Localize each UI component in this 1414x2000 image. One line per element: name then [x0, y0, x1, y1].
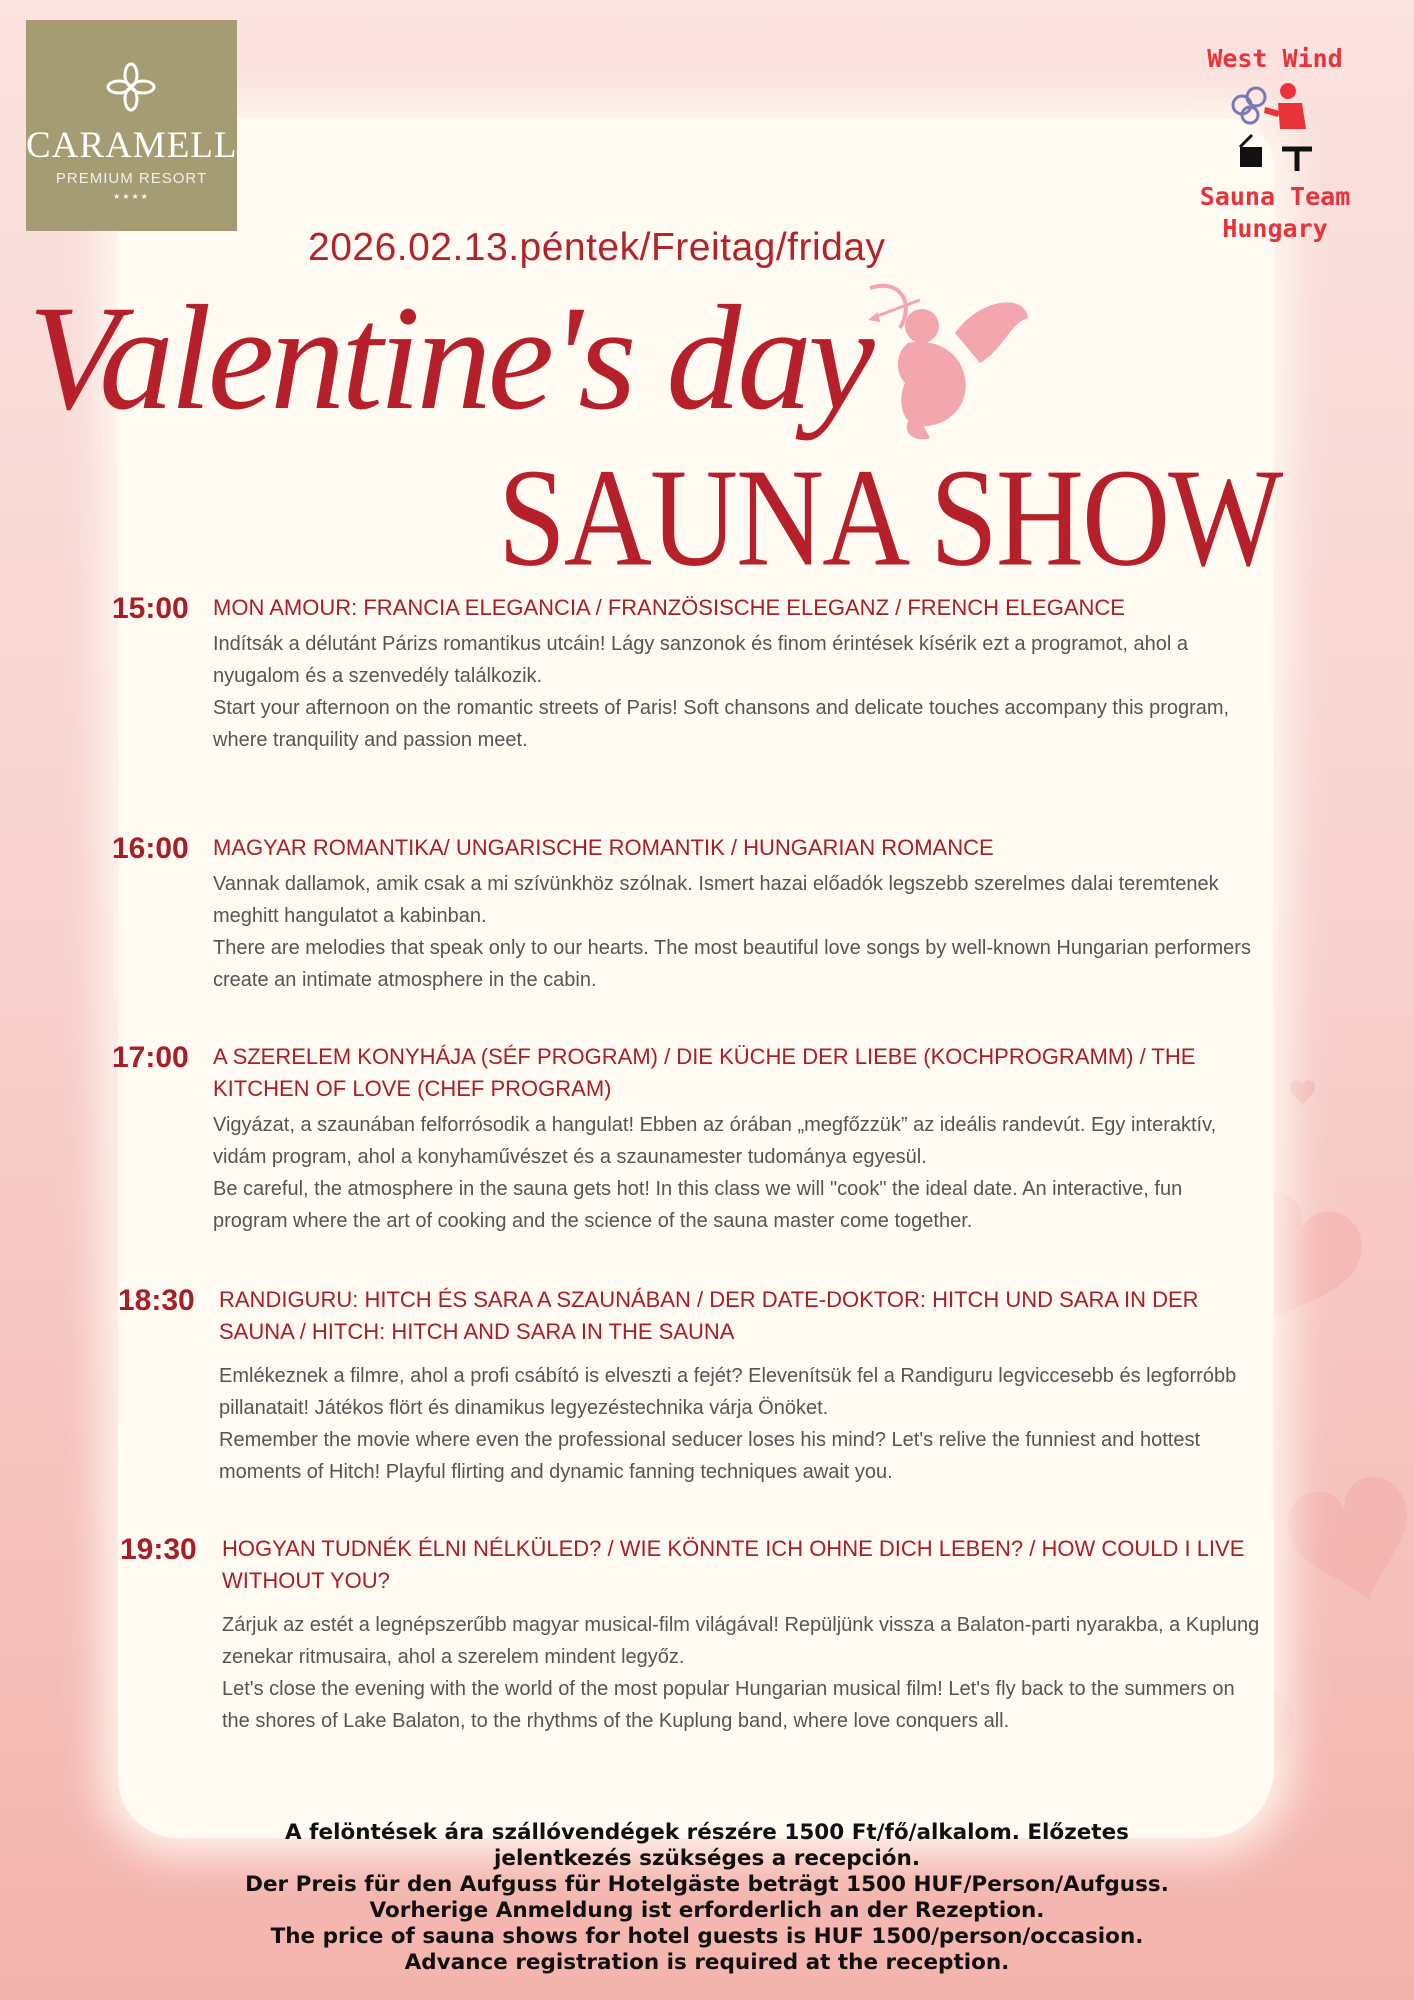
event-desc-en: Be careful, the atmosphere in the sauna gets hot! In this class we will "cook" the ideal date. An interactive, fun program where the art of cooking and the science of the sauna master come together. — [213, 1178, 1183, 1232]
west-wind-label: West Wind — [1207, 44, 1343, 73]
west-wind-logo — [1160, 44, 1390, 245]
event-time: 17:00 — [112, 1041, 189, 1074]
event-desc-hu: Indítsák a délutánt Párizs romantikus utcáin! Lágy sanzonok és finom érintések kísérik ezt a programot, ahol a nyugalom és a szenvedély találkozik. — [213, 633, 1188, 687]
logo-name: CARAMELL — [26, 125, 238, 166]
event-time: 16:00 — [112, 832, 189, 865]
price-en-line1: The price of sauna shows for hotel guests is HUF 1500/person/occasion. — [270, 1924, 1144, 1949]
event-title: MAGYAR ROMANTIKA/ UNGARISCHE ROMANTIK / HUNGARIAN ROMANCE — [213, 835, 994, 860]
event-desc-hu: Emlékeznek a filmre, ahol a profi csábító is elveszti a fejét? Elevenítsük fel a Randiguru legviccesebb és legforróbb pillanatait! Játékos flört és dinamikus legyezéstechnika várja Önöket. — [219, 1365, 1237, 1419]
event-title: A SZERELEM KONYHÁJA (SÉF PROGRAM) / DIE KÜCHE DER LIEBE (KOCHPROGRAMM) / THE KITCHEN OF LOVE (CHEF PROGRAM) — [213, 1044, 1196, 1101]
event-title: MON AMOUR: FRANCIA ELEGANCIA / FRANZÖSISCHE ELEGANZ / FRENCH ELEGANCE — [213, 595, 1125, 620]
price-hu-line2: jelentkezés szükséges a recepción. — [494, 1846, 920, 1871]
event-desc-hu: Vannak dallamok, amik csak a mi szívünkhöz szólnak. Ismert hazai előadók legszebb szerelmes dalai teremtenek meghitt hangulatot a kabinban. — [213, 873, 1219, 927]
event-desc-hu: Zárjuk az estét a legnépszerűbb magyar musical-film világával! Repüljünk vissza a Balaton-parti nyarakba, a Kuplung zenekar ritmusaira, ahol a szerelem mindent legyőz. — [222, 1614, 1260, 1668]
event-desc-en: Remember the movie where even the professional seducer loses his mind? Let's relive the funniest and hottest moments of Hitch! Playful flirting and dynamic fanning techniques await you. — [219, 1429, 1201, 1483]
event-title: RANDIGURU: HITCH ÉS SARA A SZAUNÁBAN / DER DATE-DOKTOR: HITCH UND SARA IN DER SAUNA / HITCH: HITCH AND SARA IN THE SAUNA — [219, 1287, 1199, 1344]
price-en-line2: Advance registration is required at the reception. — [404, 1950, 1010, 1975]
event-time: 15:00 — [112, 592, 189, 625]
partner-line1: Sauna Team — [1199, 182, 1351, 211]
event-date: 2026.02.13.péntek/Freitag/friday — [308, 226, 886, 269]
event-desc-en: Let's close the evening with the world of the most popular Hungarian musical film! Let's fly back to the summers on the shores of Lake Balaton, to the rhythms of the Kuplung band, where love conquers all. — [222, 1678, 1235, 1732]
price-de-line1: Der Preis für den Aufguss für Hotelgäste beträgt 1500 HUF/Person/Aufguss. — [245, 1872, 1169, 1897]
event-desc-en: Start your afternoon on the romantic streets of Paris! Soft chansons and delicate touches accompany this program, where tranquility and passion meet. — [213, 697, 1230, 751]
caramell-logo — [26, 20, 237, 231]
sauna-master-icon — [1220, 77, 1330, 177]
title-main: SAUNA SHOW — [498, 440, 1282, 596]
price-note — [100, 1820, 1314, 1976]
partner-line2: Hungary — [1222, 214, 1328, 243]
logo-stars: ★★★★ — [113, 192, 150, 201]
event-title: HOGYAN TUDNÉK ÉLNI NÉLKÜLED? / WIE KÖNNTE ICH OHNE DICH LEBEN? / HOW COULD I LIVE WITHOUT YOU? — [222, 1536, 1245, 1593]
logo-subtitle: PREMIUM RESORT — [55, 170, 208, 187]
price-hu-line1: A felöntések ára szállóvendégek részére 1500 Ft/fő/alkalom. Előzetes — [285, 1820, 1129, 1845]
cupid-icon — [860, 278, 1030, 448]
price-de-line2: Vorherige Anmeldung ist erforderlich an der Rezeption. — [369, 1898, 1045, 1923]
event-time: 19:30 — [120, 1533, 197, 1566]
event-desc-hu: Vigyázat, a szaunában felforrósodik a hangulat! Ebben az órában „megfőzzük” az ideális randevút. Egy interaktív, vidám program, ahol a konyhaművészet és a szaunamester tudománya egyesül. — [213, 1114, 1217, 1168]
title-script: Valentine's day — [28, 275, 871, 441]
event-time: 18:30 — [118, 1284, 195, 1317]
event-desc-en: There are melodies that speak only to our hearts. The most beautiful love songs by well-known Hungarian performers create an intimate atmosphere in the cabin. — [213, 937, 1251, 991]
flower-icon — [106, 62, 156, 112]
